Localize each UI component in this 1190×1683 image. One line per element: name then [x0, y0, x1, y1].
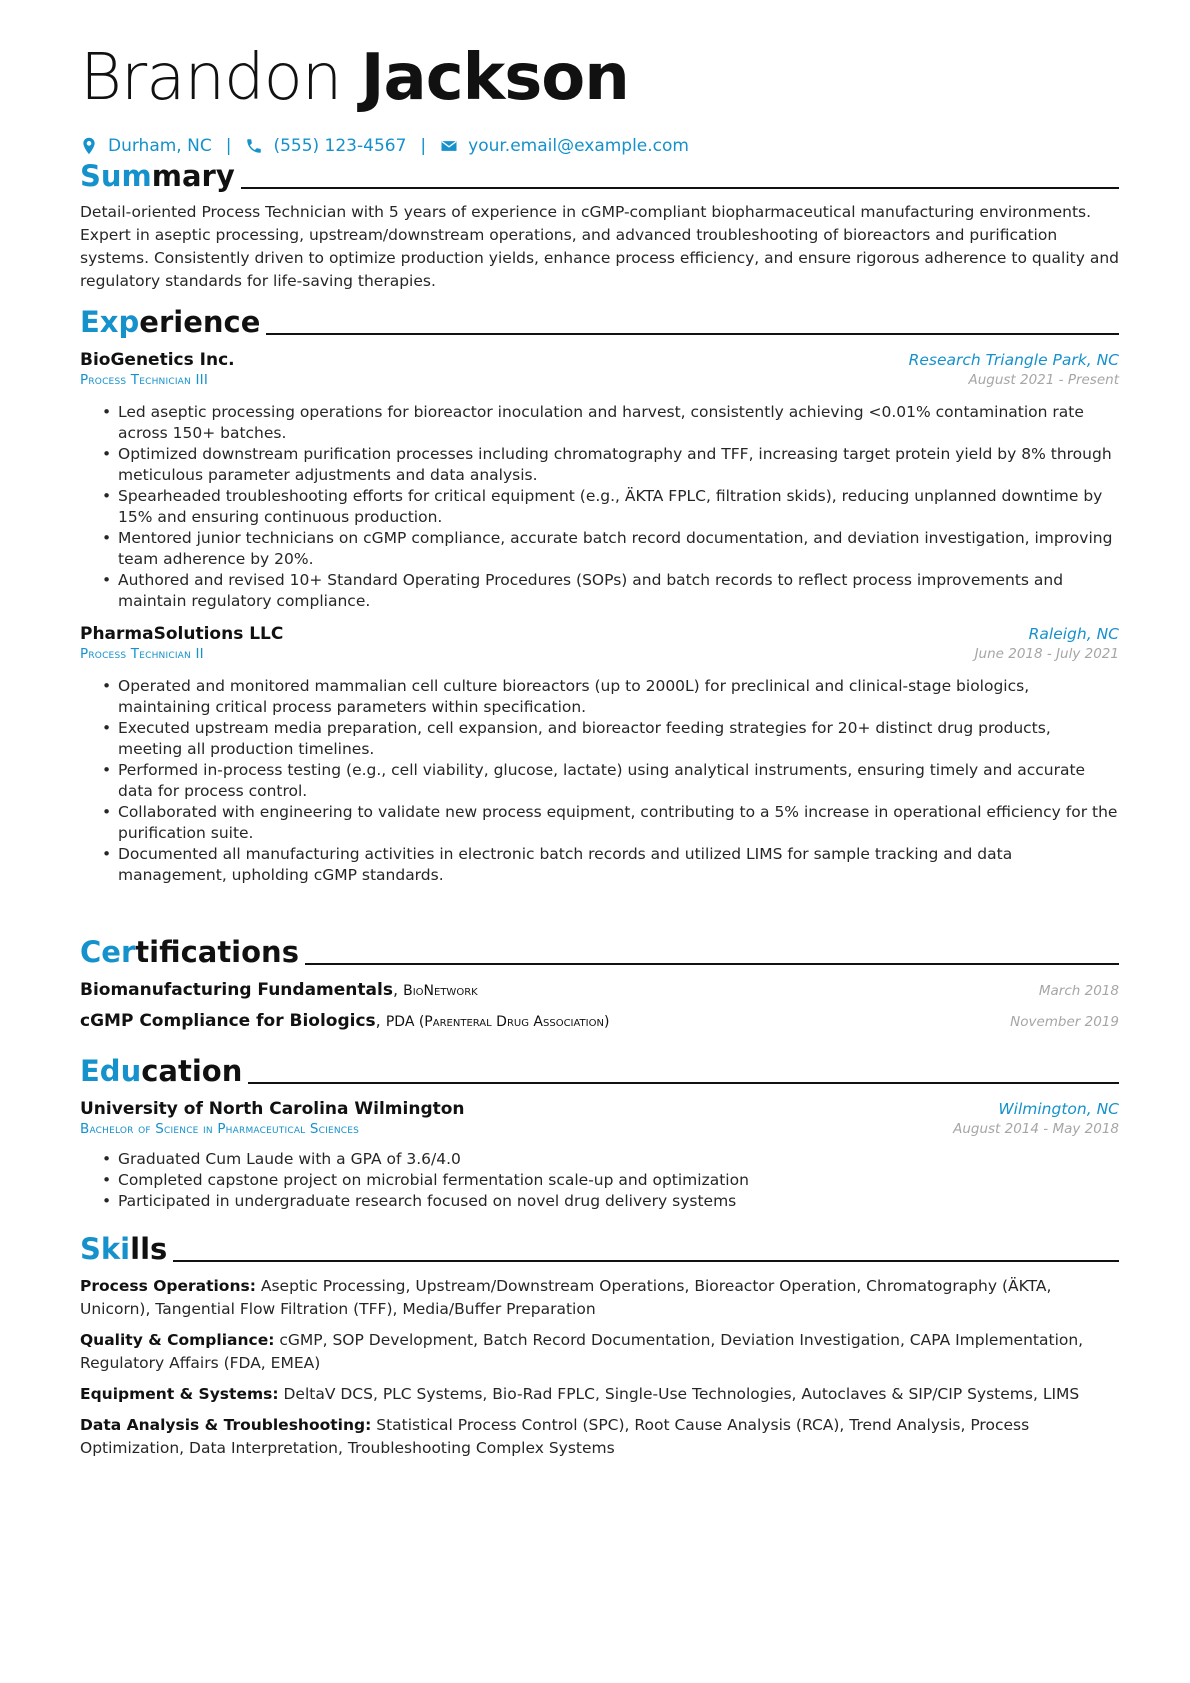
job-entry	[80, 624, 1119, 886]
list-item: • Performed in-process testing (e.g., cell viability, glucose, lactate) using analytical instruments, ensuring timely and accurate data for process control.	[102, 760, 1119, 802]
candidate-name	[80, 38, 629, 118]
list-item: • Documented all manufacturing activities in electronic batch records and utilized LIMS for sample tracking and data management, upholding cGMP standards.	[102, 844, 1119, 886]
section-title: Education	[80, 1054, 243, 1088]
skill-label: Process Operations:	[80, 1277, 256, 1295]
first-name: Brandon	[80, 41, 342, 115]
company-name: PharmaSolutions LLC	[80, 624, 284, 644]
list-item: • Collaborated with engineering to validate new process equipment, contributing to a 5% increase in operational efficiency for the purification suite.	[102, 802, 1119, 844]
certification-item: Biomanufacturing Fundamentals, BioNetwork March 2018	[80, 980, 1119, 1000]
section-rule	[266, 333, 1119, 335]
certification-issuer: PDA (Parenteral Drug Association)	[385, 1014, 610, 1030]
job-dates: August 2021 - Present	[968, 372, 1119, 388]
skill-list: DeltaV DCS, PLC Systems, Bio-Rad FPLC, Single-Use Technologies, Autoclaves & SIP/CIP Systems, LIMS	[283, 1385, 1080, 1403]
job-bullets	[80, 676, 1119, 886]
skill-label: Quality & Compliance:	[80, 1331, 275, 1349]
skill-label: Equipment & Systems:	[80, 1385, 279, 1403]
list-item: • Graduated Cum Laude with a GPA of 3.6/4.0	[102, 1149, 1119, 1170]
certification-issuer: BioNetwork	[403, 983, 478, 999]
job-dates: June 2018 - July 2021	[974, 646, 1119, 662]
certifications-heading	[80, 930, 1119, 968]
contact-phone: (555) 123-4567	[273, 136, 407, 156]
list-item: • Operated and monitored mammalian cell culture bioreactors (up to 2000L) for preclinical and clinical-stage biologics, maintaining critical process parameters within specification.	[102, 676, 1119, 718]
job-entry	[80, 350, 1119, 612]
skills-heading	[80, 1227, 1119, 1265]
list-item: • Participated in undergraduate research focused on novel drug delivery systems	[102, 1191, 1119, 1212]
map-pin-icon	[80, 137, 98, 155]
company-name: BioGenetics Inc.	[80, 350, 235, 370]
contact-separator: |	[225, 136, 232, 156]
section-title: Certifications	[80, 935, 299, 969]
summary-heading	[80, 154, 1119, 192]
skill-label: Data Analysis & Troubleshooting:	[80, 1416, 372, 1434]
skill-group	[80, 1275, 1119, 1321]
contact-location: Durham, NC	[108, 136, 212, 156]
list-item: • Executed upstream media preparation, cell expansion, and bioreactor feeding strategies for 20+ distinct drug products, meeting all production timelines.	[102, 718, 1119, 760]
certification-date: March 2018	[1038, 983, 1119, 999]
section-rule	[248, 1082, 1119, 1084]
job-location: Raleigh, NC	[1028, 625, 1119, 643]
job-location: Research Triangle Park, NC	[908, 351, 1119, 369]
experience-heading	[80, 300, 1119, 338]
certification-item: cGMP Compliance for Biologics, PDA (Parenteral Drug Association) November 2019	[80, 1011, 1119, 1031]
list-item: • Completed capstone project on microbial fermentation scale-up and optimization	[102, 1170, 1119, 1191]
list-item: • Led aseptic processing operations for bioreactor inoculation and harvest, consistently achieving <0.01% contamination rate across 150+ batches.	[102, 402, 1119, 444]
certifications-section	[80, 930, 1119, 1031]
section-rule	[173, 1260, 1119, 1262]
education-bullets	[80, 1149, 1119, 1212]
experience-section	[80, 300, 1119, 886]
contact-email[interactable]: your.email@example.com	[468, 136, 689, 156]
school-location: Wilmington, NC	[998, 1100, 1119, 1118]
certification-name: cGMP Compliance for Biologics	[80, 1011, 376, 1031]
degree: Bachelor of Science in Pharmaceutical Sciences	[80, 1121, 360, 1137]
section-title: Summary	[80, 159, 235, 193]
skill-group	[80, 1329, 1119, 1375]
skills-section	[80, 1227, 1119, 1468]
summary-text: Detail-oriented Process Technician with 5 years of experience in cGMP-compliant biopharmaceutical manufacturing environments. Expert in aseptic processing, upstream/downstream operations, and advanced troubleshooting of bioreactors and purification systems. Consistently driven to optimize production yields, enhance process efficiency, and ensure rigorous adherence to quality and regulatory standards for life-saving therapies.	[80, 203, 1119, 290]
contact-separator: |	[420, 136, 427, 156]
job-title: Process Technician III	[80, 372, 209, 388]
skill-list: Aseptic Processing, Upstream/Downstream Operations, Bioreactor Operation, Chromatography (ÄKTA, Unicorn), Tangential Flow Filtration (TFF), Media/Buffer Preparation	[80, 1277, 1052, 1318]
phone-icon	[245, 137, 263, 155]
list-item: • Mentored junior technicians on cGMP compliance, accurate batch record documentation, and deviation investigation, improving team adherence by 20%.	[102, 528, 1119, 570]
list-item: • Spearheaded troubleshooting efforts for critical equipment (e.g., ÄKTA FPLC, filtration skids), reducing unplanned downtime by 15% and ensuring continuous production.	[102, 486, 1119, 528]
last-name: Jackson	[360, 41, 629, 115]
education-heading	[80, 1049, 1119, 1087]
certification-date: November 2019	[1010, 1014, 1119, 1030]
list-item: • Authored and revised 10+ Standard Operating Procedures (SOPs) and batch records to reflect process improvements and maintain regulatory compliance.	[102, 570, 1119, 612]
list-item: • Optimized downstream purification processes including chromatography and TFF, increasing target protein yield by 8% through meticulous parameter adjustments and data analysis.	[102, 444, 1119, 486]
job-bullets	[80, 402, 1119, 612]
school-name: University of North Carolina Wilmington	[80, 1099, 465, 1119]
skill-group	[80, 1383, 1119, 1406]
section-title: Experience	[80, 305, 261, 339]
section-title: Skills	[80, 1232, 168, 1266]
certification-name: Biomanufacturing Fundamentals	[80, 980, 393, 1000]
skill-group	[80, 1414, 1119, 1460]
section-rule	[305, 963, 1119, 965]
summary-section	[80, 154, 1119, 293]
envelope-icon	[440, 137, 458, 155]
section-rule	[241, 187, 1119, 189]
skill-list: Statistical Process Control (SPC), Root Cause Analysis (RCA), Trend Analysis, Process Optimization, Data Interpretation, Troubleshooting Complex Systems	[80, 1416, 1030, 1457]
education-section	[80, 1049, 1119, 1212]
job-title: Process Technician II	[80, 646, 204, 662]
skill-list: cGMP, SOP Development, Batch Record Documentation, Deviation Investigation, CAPA Implementation, Regulatory Affairs (FDA, EMEA)	[80, 1331, 1084, 1372]
education-dates: August 2014 - May 2018	[953, 1121, 1119, 1137]
